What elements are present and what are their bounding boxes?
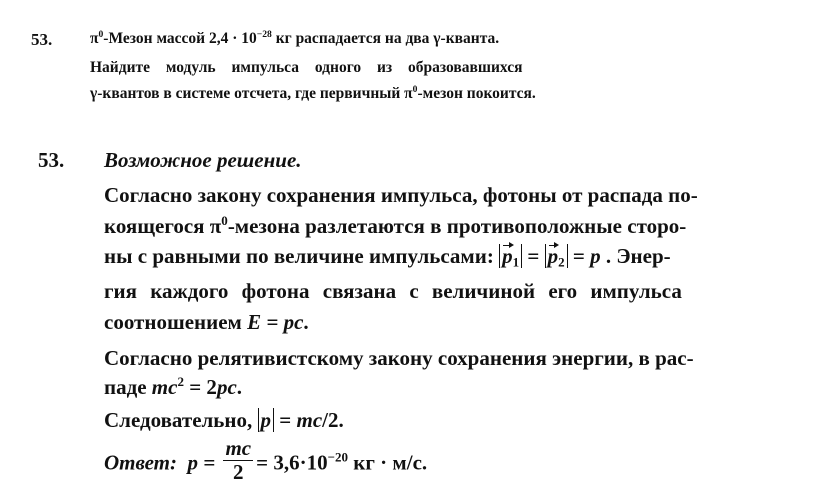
- problem-line-2: Найдите модуль импульса одного из образовавшихся: [90, 59, 523, 76]
- solution-answer: Ответ: p = $\frac{mc}{2}$ = $3,6\cdot 10^{-20}$ кг · м/с.: [104, 436, 428, 485]
- solution-line-1: Согласно закону сохранения импульса, фотоны от распада по-: [104, 183, 698, 207]
- solution-heading: Возможное решение.: [104, 148, 302, 172]
- problem-line-1: $\pi^0$-Мезон массой $2,4 \cdot 10^{-28}$ кг распадается на два γ-кванта.: [90, 29, 500, 47]
- solution-line-3: ны с равными по величине импульсами: $p_1 = p_2 = p$ . Энер-: [104, 244, 671, 270]
- solution-line-6: Согласно релятивистскому закону сохранения энергии, в рас-: [104, 346, 694, 370]
- problem-line-3: γ-квантов в системе отсчета, где первичный $\pi^0$-мезон покоится.: [90, 84, 536, 102]
- problem-number: 53.: [31, 30, 53, 49]
- solution-number: 53.: [38, 148, 65, 172]
- solution-line-8: Следовательно, p = mc/2.: [104, 408, 344, 432]
- solution-line-4: гия каждого фотона связана с величиной его импульса: [104, 279, 682, 303]
- momentum-2-abs: $p_2$: [545, 244, 568, 268]
- solution-line-2: коящегося $\pi^0$-мезона разлетаются в противоположные сторо-: [104, 213, 687, 238]
- momentum-1-abs: $p_1$: [499, 244, 522, 268]
- answer-label: Ответ:: [104, 450, 177, 475]
- solution-line-5: соотношением E = pc.: [104, 310, 309, 334]
- answer-fraction: $\frac{mc}{2}$: [225, 436, 252, 485]
- solution-line-7: паде $mc^2 = 2pc$.: [104, 374, 243, 399]
